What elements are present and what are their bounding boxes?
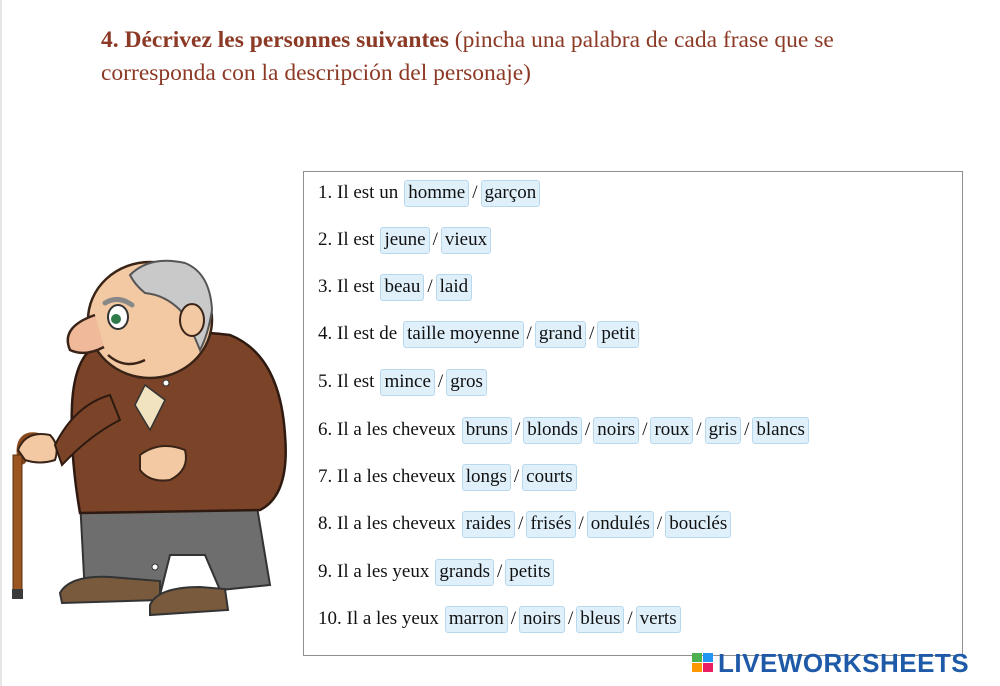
- answer-option[interactable]: jeune: [380, 227, 429, 254]
- question-row: [318, 225, 493, 255]
- answer-option[interactable]: bleus: [576, 606, 624, 633]
- option-separator: /: [744, 419, 750, 440]
- answer-option[interactable]: garçon: [481, 180, 541, 207]
- answer-option[interactable]: grand: [535, 321, 586, 348]
- liveworksheets-icon: [692, 653, 714, 673]
- answer-option[interactable]: mince: [380, 369, 434, 396]
- answer-option[interactable]: petit: [597, 321, 639, 348]
- liveworksheets-logo: [692, 648, 969, 678]
- option-separator: /: [432, 229, 438, 250]
- questions-panel: [303, 171, 963, 656]
- question-label: 2. Il est: [318, 229, 375, 250]
- instruction-number: 4.: [101, 27, 119, 53]
- answer-option[interactable]: noirs: [519, 606, 565, 633]
- question-row: [318, 557, 556, 587]
- answer-option[interactable]: courts: [522, 464, 576, 491]
- option-separator: /: [567, 608, 574, 629]
- answer-option[interactable]: ondulés: [587, 511, 654, 538]
- answer-option[interactable]: taille moyenne: [403, 321, 523, 348]
- instruction-subtitle: (pincha una palabra de cada frase que se corresponda con la descripción del personaje): [101, 27, 834, 86]
- question-label: 10. Il a les yeux: [318, 608, 439, 629]
- question-label: 9. Il a les yeux: [318, 561, 430, 582]
- question-label: 5. Il est: [318, 371, 375, 392]
- answer-option[interactable]: laid: [436, 274, 473, 301]
- question-label: 8. Il a les cheveux: [318, 513, 456, 534]
- option-separator: /: [513, 466, 520, 487]
- answer-option[interactable]: verts: [636, 606, 681, 633]
- option-separator: /: [514, 419, 521, 440]
- answer-option[interactable]: bouclés: [665, 511, 731, 538]
- option-separator: /: [472, 182, 478, 203]
- option-separator: /: [518, 513, 524, 534]
- question-label: 4. Il est de: [318, 323, 398, 344]
- question-row: [318, 272, 474, 302]
- instruction-heading: [101, 24, 941, 90]
- answer-option[interactable]: beau: [380, 274, 424, 301]
- question-row: [318, 367, 489, 397]
- option-separator: /: [526, 323, 532, 344]
- question-row: [318, 319, 641, 349]
- answer-option[interactable]: blancs: [752, 417, 809, 444]
- option-separator: /: [627, 608, 633, 629]
- answer-option[interactable]: homme: [404, 180, 469, 207]
- answer-option[interactable]: raides: [462, 511, 515, 538]
- question-row: [318, 462, 579, 492]
- answer-option[interactable]: frisés: [526, 511, 575, 538]
- answer-option[interactable]: noirs: [593, 417, 639, 444]
- answer-option[interactable]: vieux: [441, 227, 491, 254]
- answer-option[interactable]: grands: [435, 559, 494, 586]
- question-label: 1. Il est un: [318, 182, 399, 203]
- answer-option[interactable]: roux: [650, 417, 693, 444]
- option-separator: /: [642, 419, 648, 440]
- answer-option[interactable]: petits: [505, 559, 554, 586]
- question-label: 3. Il est: [318, 276, 375, 297]
- option-separator: /: [656, 513, 663, 534]
- option-separator: /: [427, 276, 433, 297]
- answer-option[interactable]: bruns: [462, 417, 512, 444]
- option-separator: /: [496, 561, 503, 582]
- option-separator: /: [696, 419, 702, 440]
- answer-option[interactable]: gros: [446, 369, 487, 396]
- answer-option[interactable]: marron: [445, 606, 508, 633]
- old-man-illustration: [0, 255, 300, 625]
- question-label: 7. Il a les cheveux: [318, 466, 456, 487]
- question-row: [318, 178, 542, 208]
- question-label: 6. Il a les cheveux: [318, 419, 456, 440]
- option-separator: /: [510, 608, 516, 629]
- answer-option[interactable]: gris: [705, 417, 742, 444]
- option-separator: /: [584, 419, 591, 440]
- question-row: [318, 415, 811, 445]
- instruction-title: Décrivez les personnes suivantes: [124, 27, 449, 53]
- brand-text: LIVEWORKSHEETS: [718, 647, 970, 678]
- question-row: [318, 509, 733, 539]
- option-separator: /: [589, 323, 595, 344]
- option-separator: /: [437, 371, 444, 392]
- answer-option[interactable]: longs: [462, 464, 511, 491]
- answer-option[interactable]: blonds: [523, 417, 582, 444]
- option-separator: /: [578, 513, 584, 534]
- question-row: [318, 604, 683, 634]
